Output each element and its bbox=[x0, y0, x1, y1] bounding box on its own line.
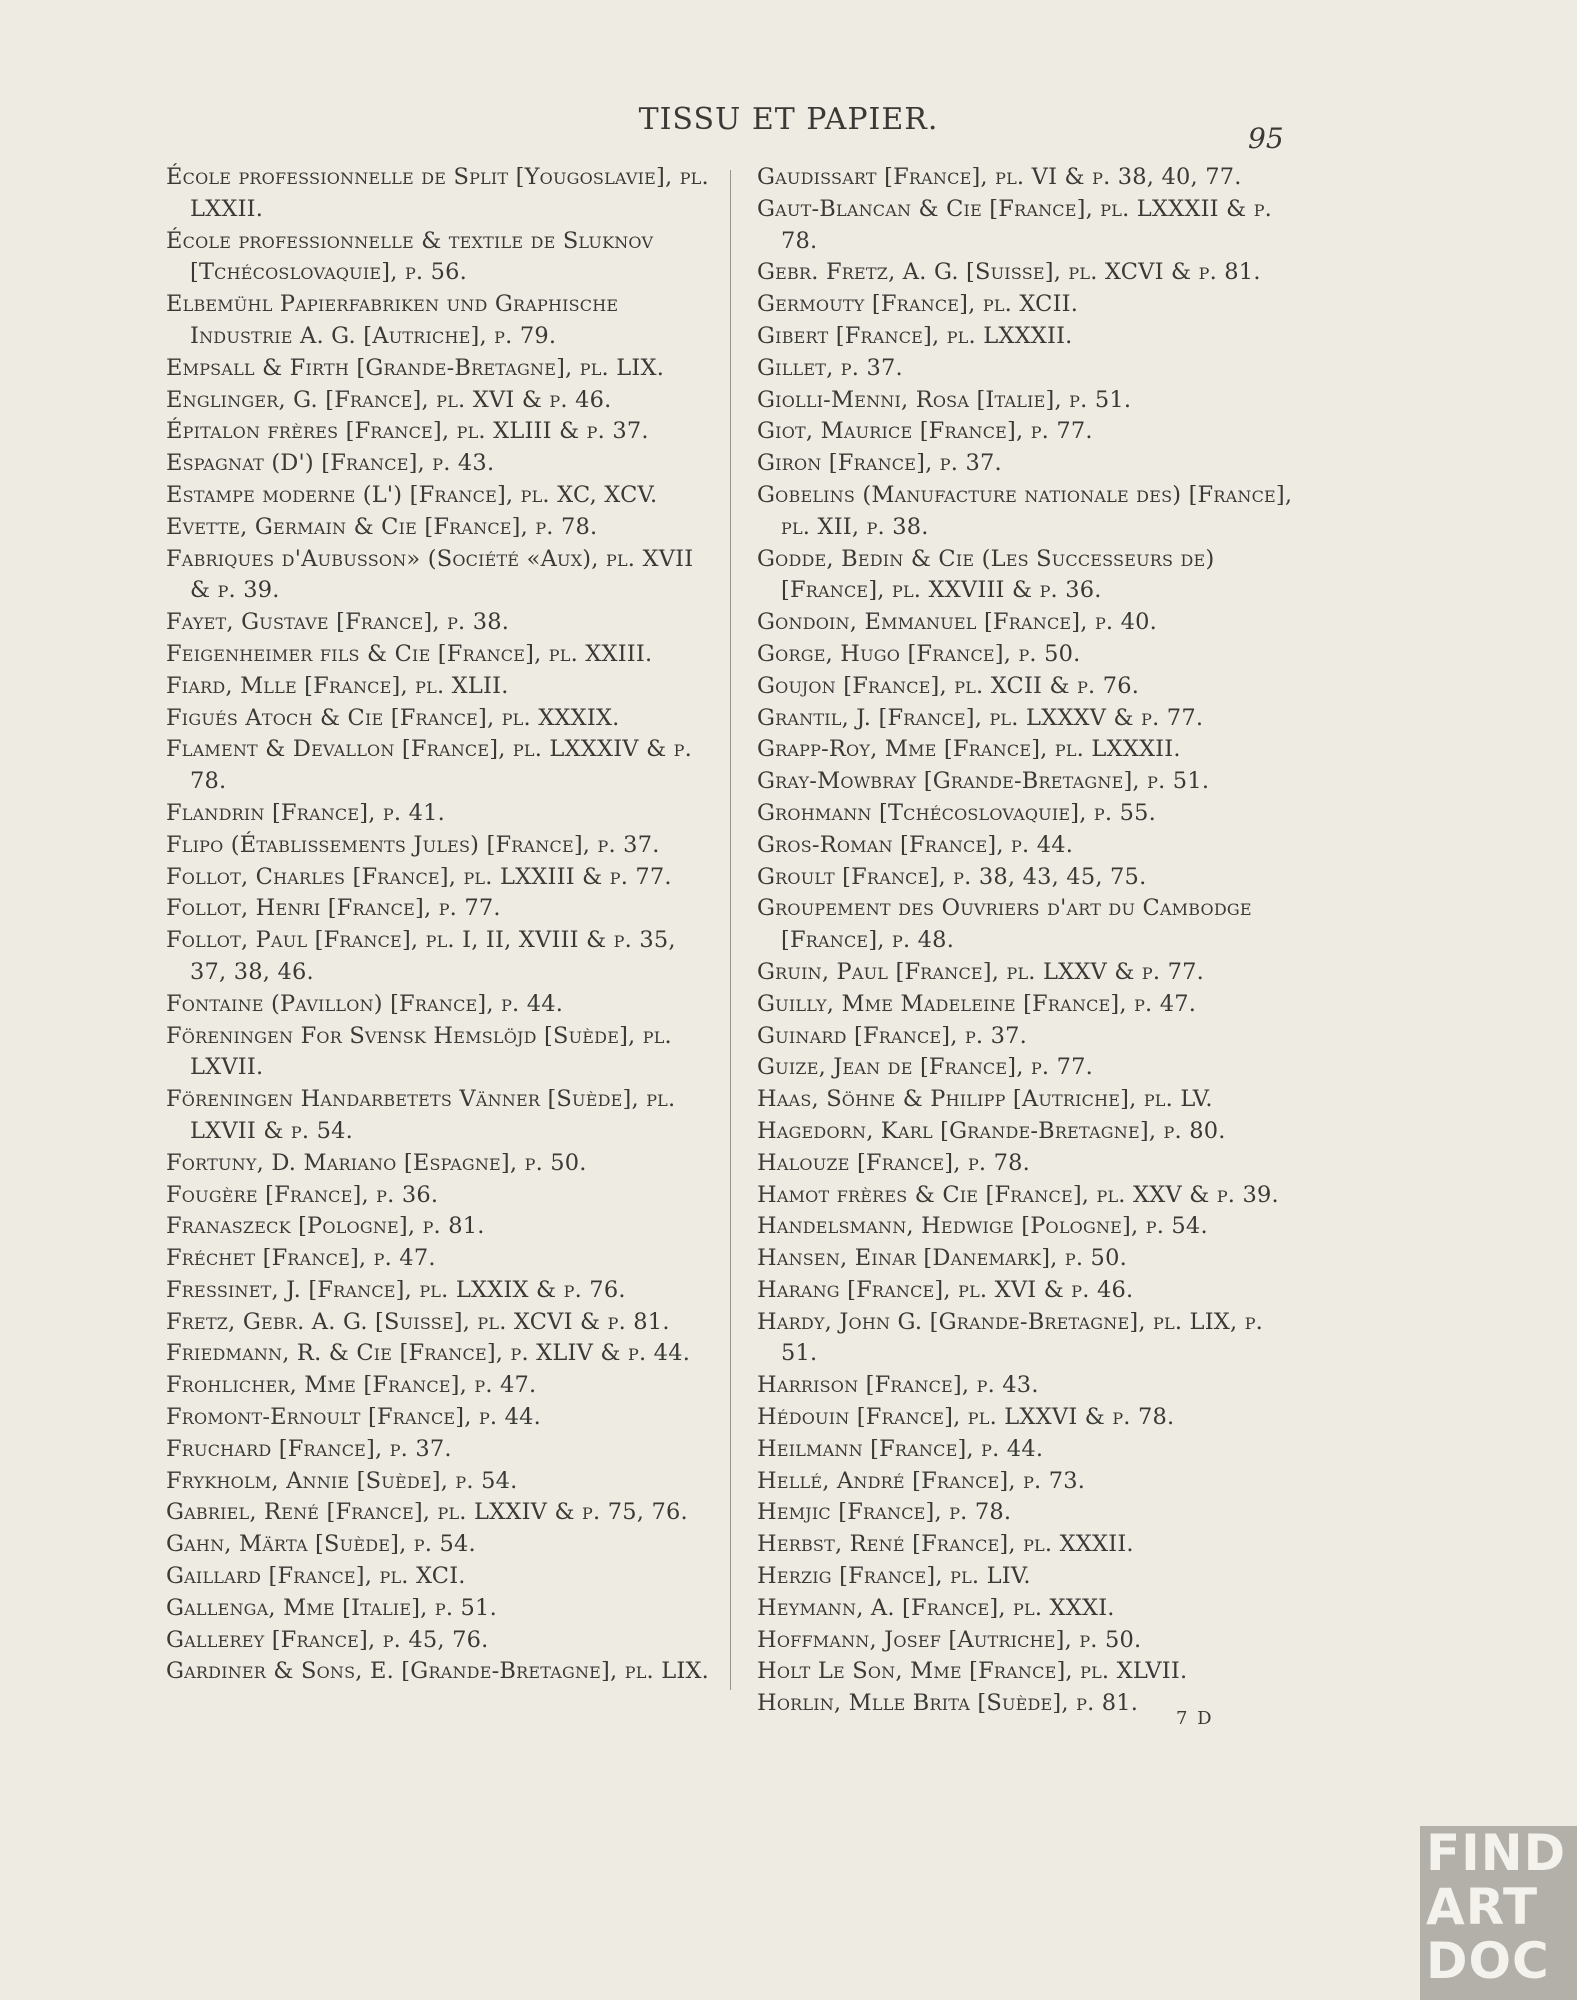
index-entry: Englinger, G. [France], pl. XVI & p. 46. bbox=[166, 386, 612, 413]
index-entry: Harang [France], pl. XVI & p. 46. bbox=[757, 1276, 1134, 1303]
index-entry: Gillet, p. 37. bbox=[757, 354, 903, 381]
index-entry: Föreningen Handarbetets Vänner [Suède], pl. LXVII & p. 54. bbox=[166, 1086, 676, 1144]
index-entry: Gros-Roman [France], p. 44. bbox=[757, 831, 1074, 858]
index-entry: Gahn, Märta [Suède], p. 54. bbox=[166, 1531, 476, 1558]
index-entry: Feigenheimer fils & Cie [France], pl. XXIII. bbox=[166, 640, 653, 667]
page-title: TISSU ET PAPIER. bbox=[638, 102, 939, 137]
index-entry: Figués Atoch & Cie [France], pl. XXXIX. bbox=[166, 704, 620, 731]
index-entry: Hellé, André [France], p. 73. bbox=[757, 1467, 1086, 1494]
index-entry: Flandrin [France], p. 41. bbox=[166, 799, 445, 826]
index-entry: Giot, Maurice [France], p. 77. bbox=[757, 418, 1093, 445]
index-entry: Guize, Jean de [France], p. 77. bbox=[757, 1054, 1093, 1081]
index-entry: Flament & Devallon [France], pl. LXXXIV & p. 78. bbox=[166, 736, 692, 795]
index-entry: Hardy, John G. [Grande-Bretagne], pl. LIX, p. 51. bbox=[757, 1308, 1264, 1367]
index-entry: Guilly, Mme Madeleine [France], p. 47. bbox=[757, 990, 1197, 1017]
index-entry: Groupement des Ouvriers d'art du Cambodge [France], p. 48. bbox=[757, 895, 1252, 954]
watermark-logo bbox=[1420, 1826, 1577, 2000]
index-entry: Fayet, Gustave [France], p. 38. bbox=[166, 609, 510, 636]
watermark-line: ART bbox=[1426, 1878, 1539, 1936]
index-entry: Fruchard [France], p. 37. bbox=[166, 1435, 452, 1462]
index-entry: Handelsmann, Hedwige [Pologne], p. 54. bbox=[757, 1213, 1208, 1240]
index-entry: Hamot frères & Cie [France], pl. XXV & p. 39. bbox=[757, 1181, 1279, 1208]
index-entry: Frykholm, Annie [Suède], p. 54. bbox=[166, 1467, 518, 1494]
index-entry: Hédouin [France], pl. LXXVI & p. 78. bbox=[757, 1404, 1175, 1431]
index-entry: Gaudissart [France], pl. VI & p. 38, 40, 77. bbox=[757, 164, 1242, 190]
index-entry: Follot, Henri [France], p. 77. bbox=[166, 895, 501, 922]
index-entry: Elbemühl Papierfabriken und Graphische Industrie A. G. [Autriche], p. 79. bbox=[166, 291, 619, 349]
index-column-left bbox=[166, 162, 714, 1688]
index-entry: Fontaine (Pavillon) [France], p. 44. bbox=[166, 990, 564, 1017]
index-entry: Gallerey [France], p. 45, 76. bbox=[166, 1626, 489, 1653]
index-entry: Horlin, Mlle Brita [Suède], p. 81. bbox=[757, 1690, 1139, 1717]
index-entry: Hoffmann, Josef [Autriche], p. 50. bbox=[757, 1626, 1142, 1653]
index-entry: Gaillard [France], pl. XCI. bbox=[166, 1563, 466, 1590]
index-entry: Haas, Söhne & Philipp [Autriche], pl. LV. bbox=[757, 1086, 1213, 1113]
index-entry: École professionnelle de Split [Yougoslavie], pl. LXXII. bbox=[166, 164, 709, 222]
index-entry: Evette, Germain & Cie [France], p. 78. bbox=[166, 513, 598, 540]
index-entry: Frohlicher, Mme [France], p. 47. bbox=[166, 1372, 537, 1399]
index-entry: Fréchet [France], p. 47. bbox=[166, 1245, 436, 1272]
index-entry: Follot, Paul [France], pl. I, II, XVIII & p. 35, 37, 38, 46. bbox=[166, 927, 676, 985]
index-entry: Heilmann [France], p. 44. bbox=[757, 1435, 1044, 1462]
index-entry: Giolli-Menni, Rosa [Italie], p. 51. bbox=[757, 386, 1132, 413]
index-column-right bbox=[757, 162, 1297, 1720]
index-entry: Gallenga, Mme [Italie], p. 51. bbox=[166, 1594, 497, 1621]
index-entry: Hansen, Einar [Danemark], p. 50. bbox=[757, 1245, 1127, 1272]
page-number: 95 bbox=[1248, 122, 1284, 155]
index-entry: Grapp-Roy, Mme [France], pl. LXXXII. bbox=[757, 736, 1181, 763]
index-entry: Godde, Bedin & Cie (Les Successeurs de) [France], pl. XXVIII & p. 36. bbox=[757, 545, 1215, 604]
index-entry: Fiard, Mlle [France], pl. XLII. bbox=[166, 672, 509, 699]
index-entry: Gruin, Paul [France], pl. LXXV & p. 77. bbox=[757, 958, 1204, 985]
index-entry: Fretz, Gebr. A. G. [Suisse], pl. XCVI & p. 81. bbox=[166, 1308, 670, 1335]
index-entry: Harrison [France], p. 43. bbox=[757, 1372, 1039, 1399]
index-entry: Guinard [France], p. 37. bbox=[757, 1022, 1028, 1049]
index-entry: Heymann, A. [France], pl. XXXI. bbox=[757, 1594, 1115, 1621]
index-entry: Gray-Mowbray [Grande-Bretagne], p. 51. bbox=[757, 768, 1210, 795]
index-entry: Gibert [France], pl. LXXXII. bbox=[757, 322, 1073, 349]
index-entry: Flipo (Établissements Jules) [France], p. 37. bbox=[166, 831, 660, 858]
index-entry: Gaut-Blancan & Cie [France], pl. LXXXII & p. 78. bbox=[757, 195, 1273, 254]
watermark-line: DOC bbox=[1426, 1932, 1550, 1990]
index-entry: Fortuny, D. Mariano [Espagne], p. 50. bbox=[166, 1149, 587, 1176]
index-entry: Gobelins (Manufacture nationale des) [France], pl. XII, p. 38. bbox=[757, 481, 1293, 540]
index-entry: Épitalon frères [France], pl. XLIII & p. 37. bbox=[166, 418, 649, 445]
index-entry: Friedmann, R. & Cie [France], p. XLIV & p. 44. bbox=[166, 1340, 691, 1367]
index-entry: Halouze [France], p. 78. bbox=[757, 1149, 1030, 1176]
index-entry: Gardiner & Sons, E. [Grande-Bretagne], pl. LIX. bbox=[166, 1658, 710, 1685]
index-entry: Grantil, J. [France], pl. LXXXV & p. 77. bbox=[757, 704, 1204, 731]
index-entry: Föreningen For Svensk Hemslöjd [Suède], pl. LXVII. bbox=[166, 1022, 672, 1081]
index-entry: Fabriques d'Aubusson» (Société «Aux), pl. XVII & p. 39. bbox=[166, 545, 694, 604]
watermark-line: FIND bbox=[1426, 1824, 1567, 1882]
index-entry: Empsall & Firth [Grande-Bretagne], pl. LIX. bbox=[166, 354, 665, 381]
index-entry: Franaszeck [Pologne], p. 81. bbox=[166, 1213, 485, 1240]
index-entry: Estampe moderne (L') [France], pl. XC, XCV. bbox=[166, 481, 658, 508]
index-entry: Fougère [France], p. 36. bbox=[166, 1181, 439, 1208]
index-entry: Follot, Charles [France], pl. LXXIII & p. 77. bbox=[166, 863, 672, 890]
column-divider bbox=[730, 170, 731, 1690]
index-entry: Hagedorn, Karl [Grande-Bretagne], p. 80. bbox=[757, 1117, 1226, 1144]
index-entry: Groult [France], p. 38, 43, 45, 75. bbox=[757, 863, 1147, 890]
index-entry: Holt Le Son, Mme [France], pl. XLVII. bbox=[757, 1658, 1188, 1685]
index-entry: Germouty [France], pl. XCII. bbox=[757, 291, 1079, 318]
index-entry: Herbst, René [France], pl. XXXII. bbox=[757, 1531, 1134, 1558]
index-entry: Herzig [France], pl. LIV. bbox=[757, 1563, 1031, 1590]
index-entry: Gondoin, Emmanuel [France], p. 40. bbox=[757, 609, 1157, 636]
index-entry: Gorge, Hugo [France], p. 50. bbox=[757, 640, 1081, 667]
index-entry: Goujon [France], pl. XCII & p. 76. bbox=[757, 672, 1140, 699]
index-entry: Gabriel, René [France], pl. LXXIV & p. 75, 76. bbox=[166, 1499, 688, 1526]
index-entry: Gebr. Fretz, A. G. [Suisse], pl. XCVI & p. 81. bbox=[757, 259, 1261, 286]
index-entry: Grohmann [Tchécoslovaquie], p. 55. bbox=[757, 799, 1156, 826]
signature-mark: 7 D bbox=[1176, 1708, 1214, 1729]
index-entry: Hemjic [France], p. 78. bbox=[757, 1499, 1012, 1526]
index-entry: Fressinet, J. [France], pl. LXXIX & p. 76. bbox=[166, 1276, 626, 1303]
index-entry: École professionnelle & textile de Sluknov [Tchécoslovaquie], p. 56. bbox=[166, 227, 654, 286]
index-entry: Fromont-Ernoult [France], p. 44. bbox=[166, 1404, 542, 1431]
index-entry: Espagnat (D') [France], p. 43. bbox=[166, 450, 495, 477]
page-header bbox=[0, 102, 1577, 155]
index-entry: Giron [France], p. 37. bbox=[757, 450, 1002, 477]
